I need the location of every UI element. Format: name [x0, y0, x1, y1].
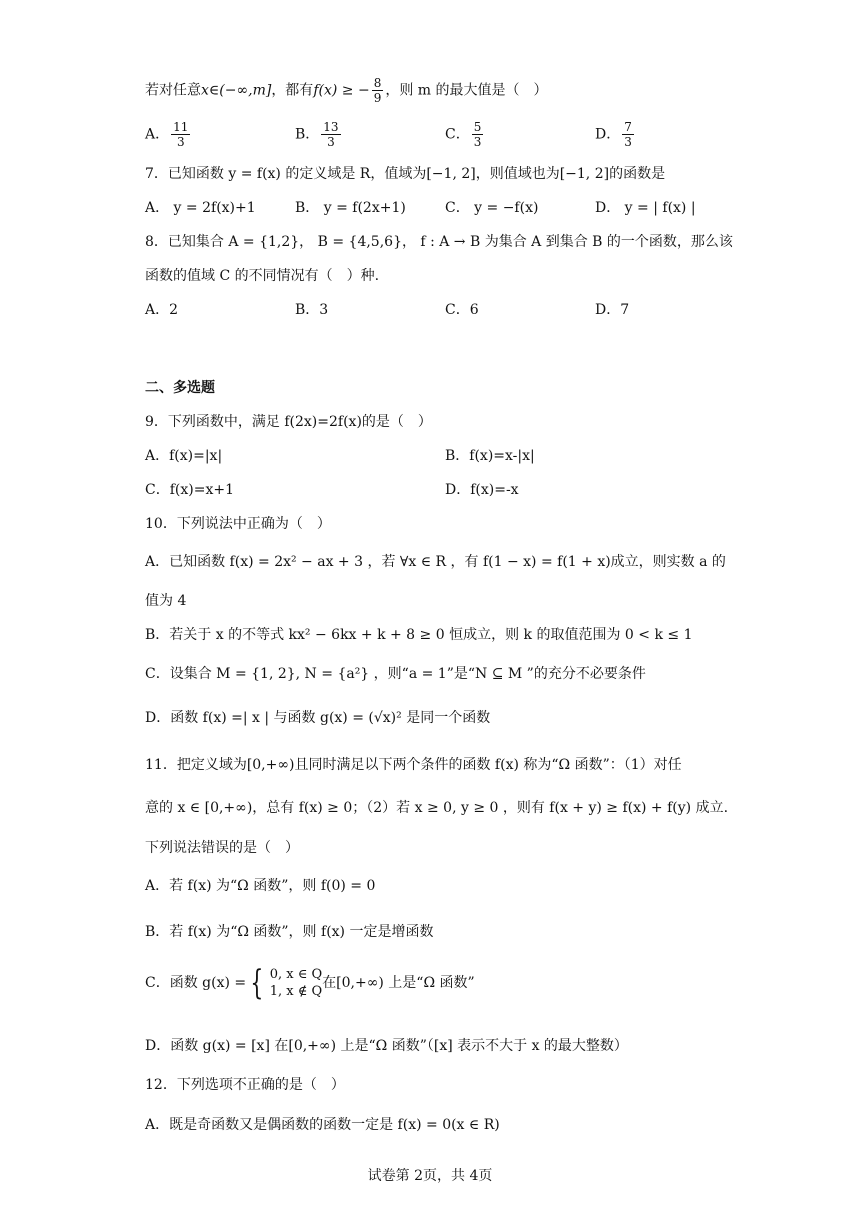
- q8-option-b: B．3: [295, 302, 329, 318]
- q9-stem: 9．下列函数中，满足 f(2x)=2f(x)的是（ ）: [145, 414, 432, 430]
- q12-option-a: A．既是奇函数又是偶函数的函数一定是 f(x) = 0(x ∈ R): [145, 1117, 500, 1133]
- section-heading: 二、多选题: [145, 380, 215, 396]
- q9-option-b: B．f(x)=x-|x|: [445, 448, 535, 464]
- q8-option-c: C．6: [445, 302, 479, 318]
- q10-option-d: D．函数 f(x) =| x | 与函数 g(x) = (√x)² 是同一个函数: [145, 710, 491, 726]
- q10-option-a-line1: A．已知函数 f(x) = 2x² − ax + 3 ，若 ∀x ∈ R ，有 f(1 − x) = f(1 + x)成立，则实数 a 的: [145, 554, 726, 570]
- q6-math-domain: x∈(−∞,m]: [201, 82, 272, 99]
- q8-option-d: D．7: [595, 302, 630, 318]
- q6-stem-post: ，则 m 的最大值是（ ）: [385, 82, 548, 99]
- q8-stem-line2: 函数的值域 C 的不同情况有（ ）种.: [145, 268, 380, 284]
- q7-option-a: A． y = 2f(x)+1: [145, 200, 256, 216]
- q7-option-b: B． y = f(2x+1): [295, 200, 406, 216]
- q8-option-a: A．2: [145, 302, 179, 318]
- q11-stem-line2: 意的 x ∈ [0,+∞)，总有 f(x) ≥ 0；（2）若 x ≥ 0, y ≥ 0 ，则有 f(x + y) ≥ f(x) + f(y) 成立.: [145, 800, 729, 816]
- q10-option-a-line2: 值为 4: [145, 593, 187, 609]
- q6-option-c: C． $\frac{5}{3}$: [445, 120, 482, 149]
- q6-stem-pre: 若对任意: [145, 82, 201, 99]
- q10-stem: 10．下列说法中正确为（ ）: [145, 516, 331, 532]
- q6-fraction: [372, 76, 384, 105]
- q11-option-b: B．若 f(x) 为“Ω 函数”，则 f(x) 一定是增函数: [145, 924, 434, 940]
- q6-option-b: B． $\frac{13}{3}$: [295, 120, 339, 149]
- q11-option-a: A．若 f(x) 为“Ω 函数”，则 f(0) = 0: [145, 878, 376, 894]
- piecewise-cases: 0, x ∈ Q 1, x ∉ Q: [269, 967, 323, 999]
- page-footer: 试卷第 2页，共 4页: [367, 1168, 493, 1184]
- q11-option-c-pre: C．函数 g(x) =: [145, 975, 247, 991]
- q6-option-a: A． $\frac{11}{3}$: [145, 120, 189, 149]
- q11-option-c-post: 在[0,+∞) 上是“Ω 函数”: [322, 975, 475, 991]
- q6-math-ineq: f(x) ≥ −: [313, 82, 370, 99]
- q6-stem-mid: ，都有: [271, 82, 314, 99]
- left-brace: {: [250, 963, 264, 1003]
- q6-stem: [145, 76, 548, 105]
- q11-stem-line3: 下列说法错误的是（ ）: [145, 840, 299, 856]
- q7-option-d: D． y = | f(x) |: [595, 200, 696, 216]
- q10-option-b: B．若关于 x 的不等式 kx² − 6kx + k + 8 ≥ 0 恒成立，则 k 的取值范围为 0 < k ≤ 1: [145, 627, 693, 643]
- q11-option-c: [145, 963, 475, 1003]
- q9-option-a: A．f(x)=|x|: [145, 448, 223, 464]
- q10-option-c: C．设集合 M = {1, 2}, N = {a²} ，则“a = 1”是“N ⊆ M ”的充分不必要条件: [145, 666, 646, 682]
- q8-stem-line1: 8．已知集合 A = {1,2}， B = {4,5,6}， f : A → B 为集合 A 到集合 B 的一个函数，那么该: [145, 234, 733, 250]
- q12-stem: 12．下列选项不正确的是（ ）: [145, 1077, 345, 1093]
- q11-option-d: D．函数 g(x) = [x] 在[0,+∞) 上是“Ω 函数”（[x] 表示不大于 x 的最大整数）: [145, 1038, 628, 1054]
- q6-option-d: D． $\frac{7}{3}$: [595, 120, 632, 149]
- q9-option-c: C．f(x)=x+1: [145, 482, 234, 498]
- q11-stem-line1: 11．把定义域为[0,+∞)且同时满足以下两个条件的函数 f(x) 称为“Ω 函数”：（1）对任: [145, 757, 682, 773]
- q6-frac-den: 9: [373, 91, 382, 105]
- q7-stem: 7．已知函数 y = f(x) 的定义域是 R，值域为[−1, 2]，则值域也为[−1, 2]的函数是: [145, 166, 666, 182]
- q6-frac-num: 8: [373, 76, 382, 90]
- q9-option-d: D．f(x)=-x: [445, 482, 519, 498]
- q7-option-c: C． y = −f(x): [445, 200, 539, 216]
